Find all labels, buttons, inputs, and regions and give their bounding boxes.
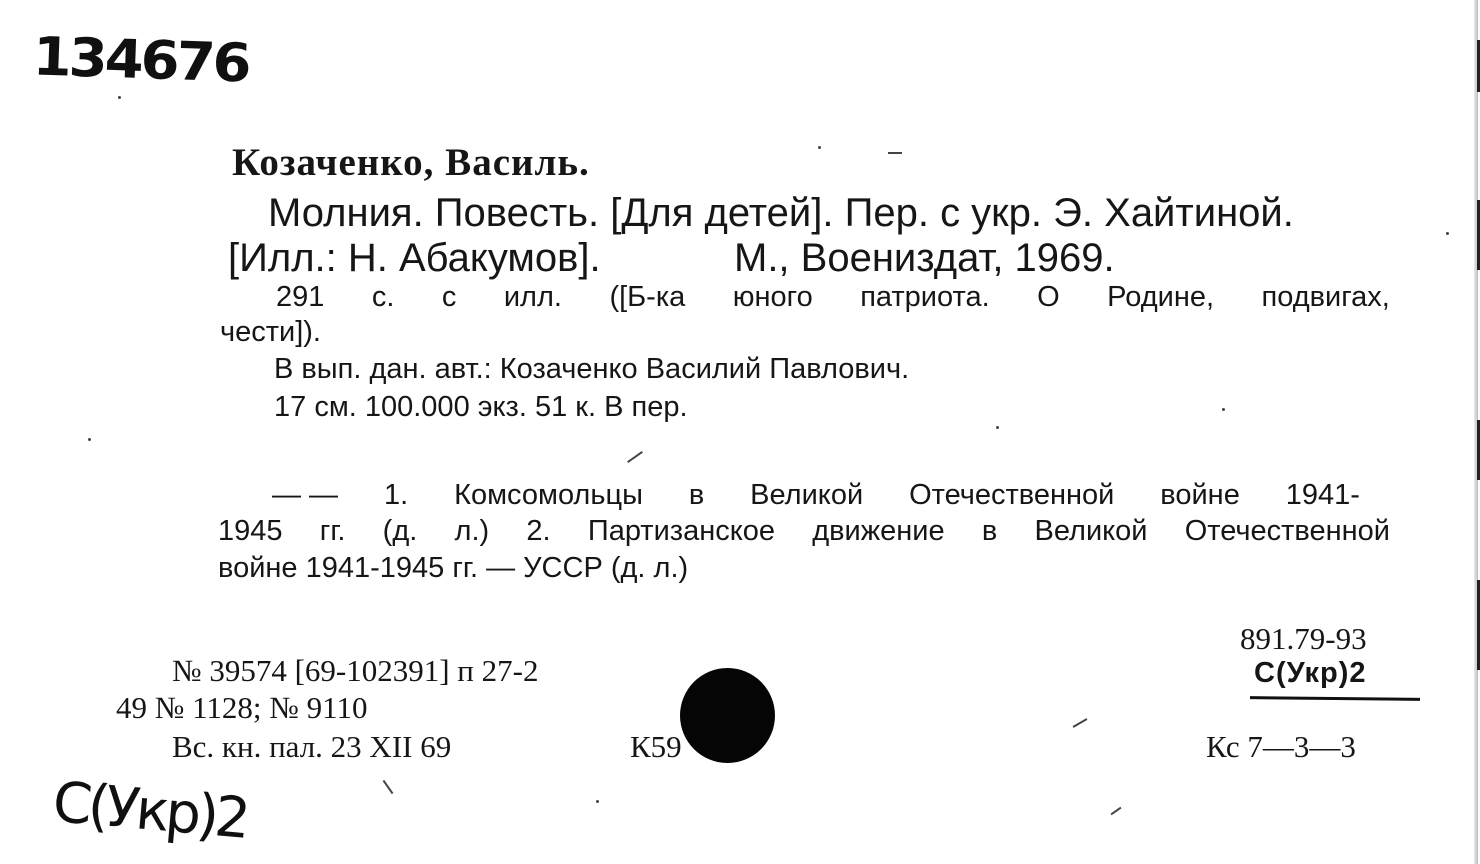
pages-line [276,283,1390,312]
scan-speck [996,426,999,429]
handwritten-inventory-number: 134676 [31,26,250,95]
scan-speck [88,438,91,441]
subject-word: войне [1160,479,1240,511]
pages-word: ([Б-ка [609,281,686,313]
scan-speck [383,780,394,794]
author-note-line: В вып. дан. авт.: Козаченко Василий Павлович. [274,353,910,385]
pages-word: 291 [276,281,325,313]
subject-word: л.) [454,515,490,547]
scan-speck [1222,408,1225,411]
illustrator-line: [Илл.: Н. Абакумов]. [228,236,601,280]
order-line: 49 № 1128; № 9110 [116,690,368,725]
book-chamber-line: Вс. кн. пал. 23 XII 69 [172,729,452,764]
subject-line-3: войне 1941-1945 гг. — УССР (д. л.) [218,552,689,584]
subject-word: Отечественной [1184,515,1390,547]
series-end-line: чести]). [220,316,321,348]
scan-speck [1446,232,1449,235]
size-line: 17 см. 100.000 экз. 51 к. В пер. [274,391,688,423]
author-heading: Козаченко, Василь. [232,141,590,184]
punch-hole [680,668,775,763]
scan-speck [888,152,902,154]
ks-code: Кс 7—3—3 [1206,729,1356,764]
subject-word: 1941- [1285,479,1360,511]
subject-word: в [688,479,705,511]
card-number: № 39574 [69-102391] п 27-2 [172,653,539,688]
scan-speck [596,800,599,803]
subject-line-2 [218,517,1390,546]
pages-word: подвигах, [1261,281,1390,313]
scan-speck [118,96,121,99]
scan-speck [627,451,643,463]
subject-word: Партизанское [587,515,775,547]
title-line: Молния. Повесть. [Для детей]. Пер. с укр. Э. Хайтиной. [268,191,1294,235]
scan-speck [818,146,821,149]
pages-word: с. [371,281,395,313]
subject-word: — — [272,479,339,511]
pages-word: Родине, [1107,281,1215,313]
subject-word: в [981,515,998,547]
pages-word: с [441,281,457,313]
publisher-line: М., Воениздат, 1969. [734,236,1115,280]
pages-word: патриота. [860,281,990,313]
udc-code: 891.79-93 [1240,621,1367,656]
subject-word: движение [812,515,945,547]
subject-word: Великой [1034,515,1148,547]
subject-word: гг. [319,515,346,547]
subject-word: (д. [382,515,418,547]
subject-word: Комсомольцы [454,479,643,511]
pages-word: О [1037,281,1060,313]
handwritten-classification: С(Укр)2 [50,770,250,852]
scan-speck [1111,807,1122,816]
class-code: С(Укр)2 [1254,657,1367,689]
k-code: К59 [630,729,682,764]
subject-word: 1945 [218,515,283,547]
class-code-underline [1250,696,1420,701]
scan-speck [1073,718,1088,728]
subject-word: Отечественной [909,479,1115,511]
pages-word: илл. [503,281,562,313]
pages-word: юного [732,281,813,313]
subject-word: Великой [750,479,864,511]
subject-word: 2. [526,515,551,547]
subject-word: 1. [383,479,409,511]
subject-line-1 [272,481,1360,510]
